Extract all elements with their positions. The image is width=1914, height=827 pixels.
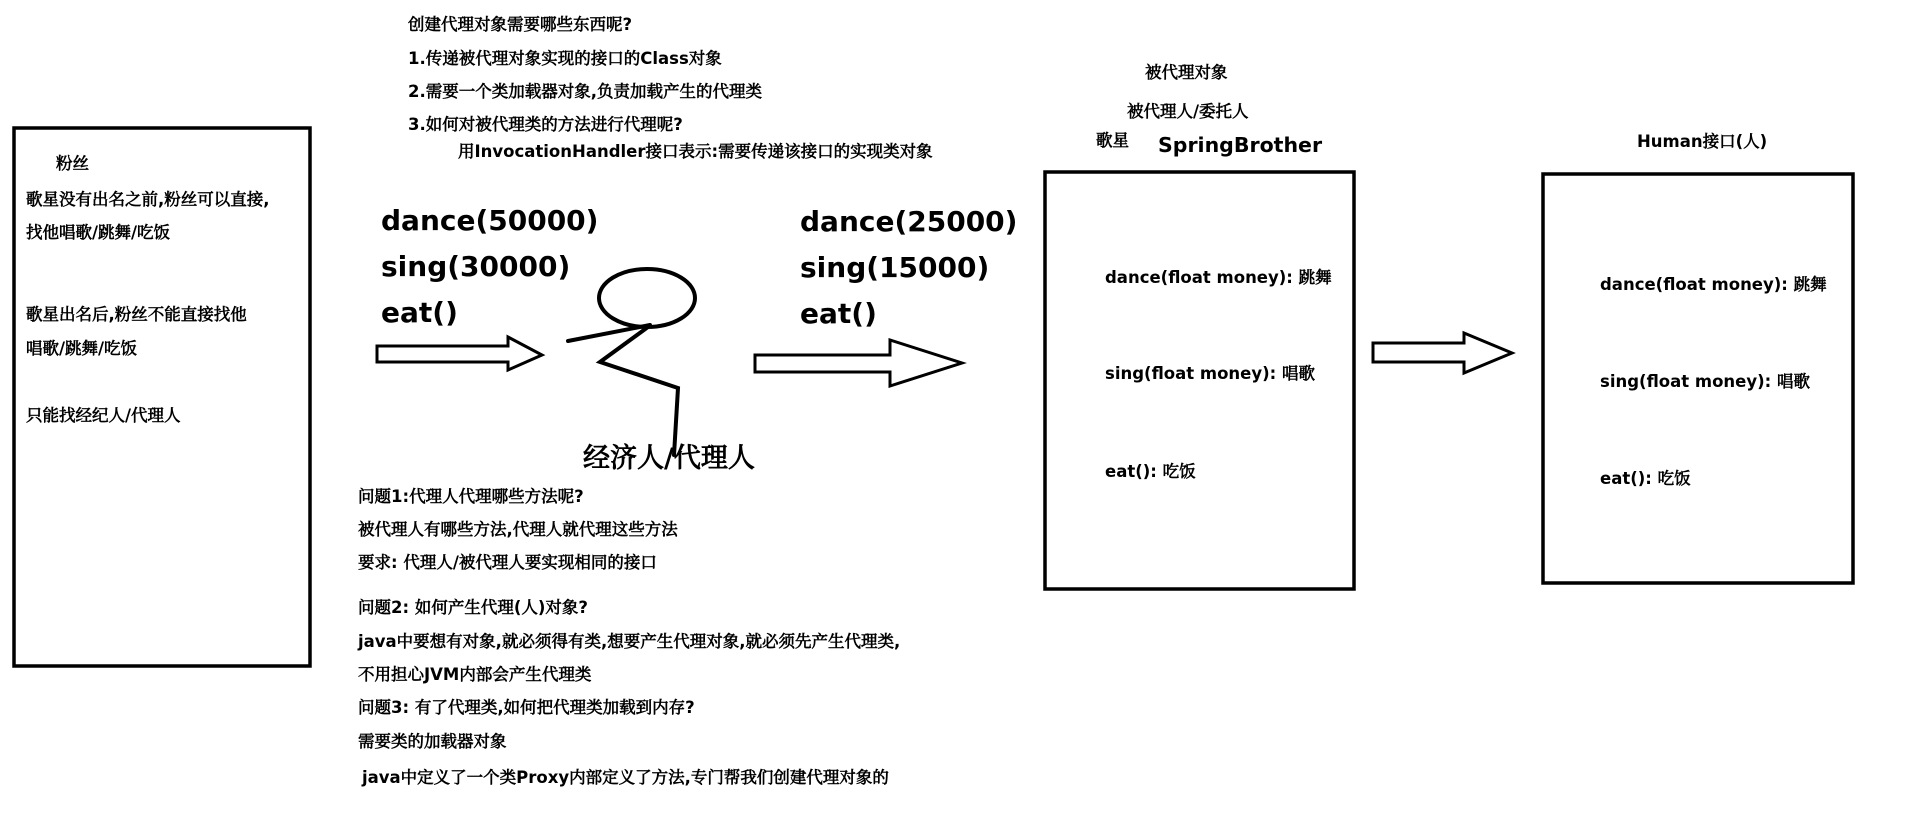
arrow-agent-to-proxied: [755, 340, 962, 386]
agent-call-eat: eat(): [800, 297, 877, 330]
top-notes-item-1: 1.传递被代理对象实现的接口的Class对象: [408, 49, 722, 68]
agent-call-sing: sing(15000): [800, 251, 990, 284]
fan-call-sing: sing(30000): [381, 250, 571, 283]
interface-title: Human接口(人): [1637, 132, 1768, 151]
proxied-star-label: 歌星: [1096, 131, 1129, 150]
arrow-fan-to-agent: [377, 337, 542, 370]
interface-method-dance: dance(float money): 跳舞: [1600, 275, 1827, 294]
question-3: 问题3: 有了代理类,如何把代理类加载到内存?: [358, 698, 695, 717]
top-notes-heading: 创建代理对象需要哪些东西呢?: [408, 15, 633, 34]
proxied-heading: 被代理对象: [1145, 63, 1228, 82]
fan-call-dance: dance(50000): [381, 204, 599, 237]
agent-call-dance: dance(25000): [800, 205, 1018, 238]
proxied-method-eat: eat(): 吃饭: [1105, 462, 1196, 481]
fan-box-line-5: 只能找经纪人/代理人: [26, 406, 181, 425]
top-notes-item-3-detail: 用InvocationHandler接口表示:需要传递该接口的实现类对象: [458, 142, 933, 161]
proxied-method-sing: sing(float money): 唱歌: [1105, 364, 1316, 383]
answer-1-line-1: 被代理人有哪些方法,代理人就代理这些方法: [358, 520, 678, 539]
question-1: 问题1:代理人代理哪些方法呢?: [358, 487, 584, 506]
agent-label: 经济人/代理人: [583, 443, 755, 474]
fan-box-line-1: 歌星没有出名之前,粉丝可以直接,: [26, 190, 270, 209]
fan-box-line-4: 唱歌/跳舞/吃饭: [26, 339, 138, 358]
fan-box-line-2: 找他唱歌/跳舞/吃饭: [26, 223, 171, 242]
arrow-proxied-to-interface: [1373, 333, 1512, 373]
agent-body: [600, 327, 678, 455]
proxied-subheading: 被代理人/委托人: [1127, 102, 1249, 121]
fan-call-eat: eat(): [381, 296, 458, 329]
fan-box-title: 粉丝: [56, 154, 89, 173]
top-notes-item-2: 2.需要一个类加载器对象,负责加载产生的代理类: [408, 82, 763, 101]
question-2: 问题2: 如何产生代理(人)对象?: [358, 598, 588, 617]
answer-2-line-1: java中要想有对象,就必须得有类,想要产生代理对象,就必须先产生代理类,: [358, 632, 901, 651]
answer-3-line-1: 需要类的加载器对象: [358, 732, 507, 751]
interface-method-sing: sing(float money): 唱歌: [1600, 372, 1811, 391]
proxied-name: SpringBrother: [1158, 133, 1323, 157]
proxied-method-dance: dance(float money): 跳舞: [1105, 268, 1332, 287]
answer-2-line-2: 不用担心JVM内部会产生代理类: [358, 665, 592, 684]
agent-head: [599, 269, 695, 327]
answer-1-line-2: 要求: 代理人/被代理人要实现相同的接口: [358, 553, 657, 572]
answer-3-line-2: java中定义了一个类Proxy内部定义了方法,专门帮我们创建代理对象的: [362, 768, 889, 787]
fan-box-line-3: 歌星出名后,粉丝不能直接找他: [26, 305, 247, 324]
top-notes-item-3: 3.如何对被代理类的方法进行代理呢?: [408, 115, 683, 134]
interface-method-eat: eat(): 吃饭: [1600, 469, 1691, 488]
agent-figure: [568, 269, 695, 455]
